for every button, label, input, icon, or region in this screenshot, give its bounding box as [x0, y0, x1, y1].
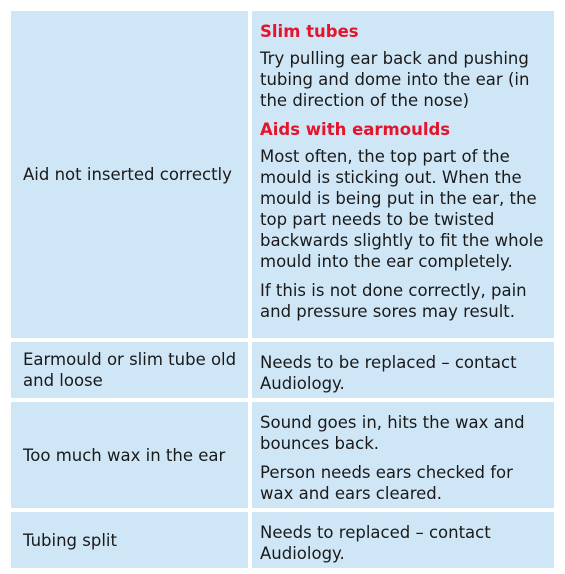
table-row — [11, 512, 554, 568]
problem-cell — [11, 512, 248, 568]
solution-text: Most often, the top part of the mould is sticking out. When the mould is being put in the ear, the top part needs to be twisted backwards slightly to fit the whole mould into the ear completely. — [260, 147, 544, 271]
problem-text: Too much wax in the ear — [23, 445, 226, 465]
section-heading: Slim tubes — [260, 22, 359, 41]
solution-cell — [252, 512, 554, 568]
problem-cell — [11, 402, 248, 508]
solution-cell — [252, 342, 554, 398]
troubleshooting-table — [11, 11, 554, 572]
table-row — [11, 11, 554, 338]
table-row — [11, 342, 554, 398]
solution-text: Needs to replaced – contact Audiology. — [260, 523, 491, 563]
problem-text: Earmould or slim tube old and loose — [23, 350, 237, 390]
solution-text: Needs to be replaced – contact Audiology. — [260, 353, 517, 393]
solution-text: If this is not done correctly, pain and pressure sores may result. — [260, 281, 527, 321]
section-heading: Aids with earmoulds — [260, 120, 451, 139]
solution-text: Sound goes in, hits the wax and bounces back. — [260, 413, 525, 453]
table-row — [11, 402, 554, 508]
problem-cell — [11, 11, 248, 338]
solution-text: Try pulling ear back and pushing tubing and dome into the ear (in the direction of the nose) — [260, 49, 530, 110]
problem-text: Aid not inserted correctly — [23, 165, 232, 184]
solution-text: Person needs ears checked for wax and ears cleared. — [260, 463, 513, 503]
solution-cell — [252, 11, 554, 338]
problem-text: Tubing split — [23, 530, 117, 550]
problem-cell — [11, 342, 248, 398]
solution-cell — [252, 402, 554, 508]
